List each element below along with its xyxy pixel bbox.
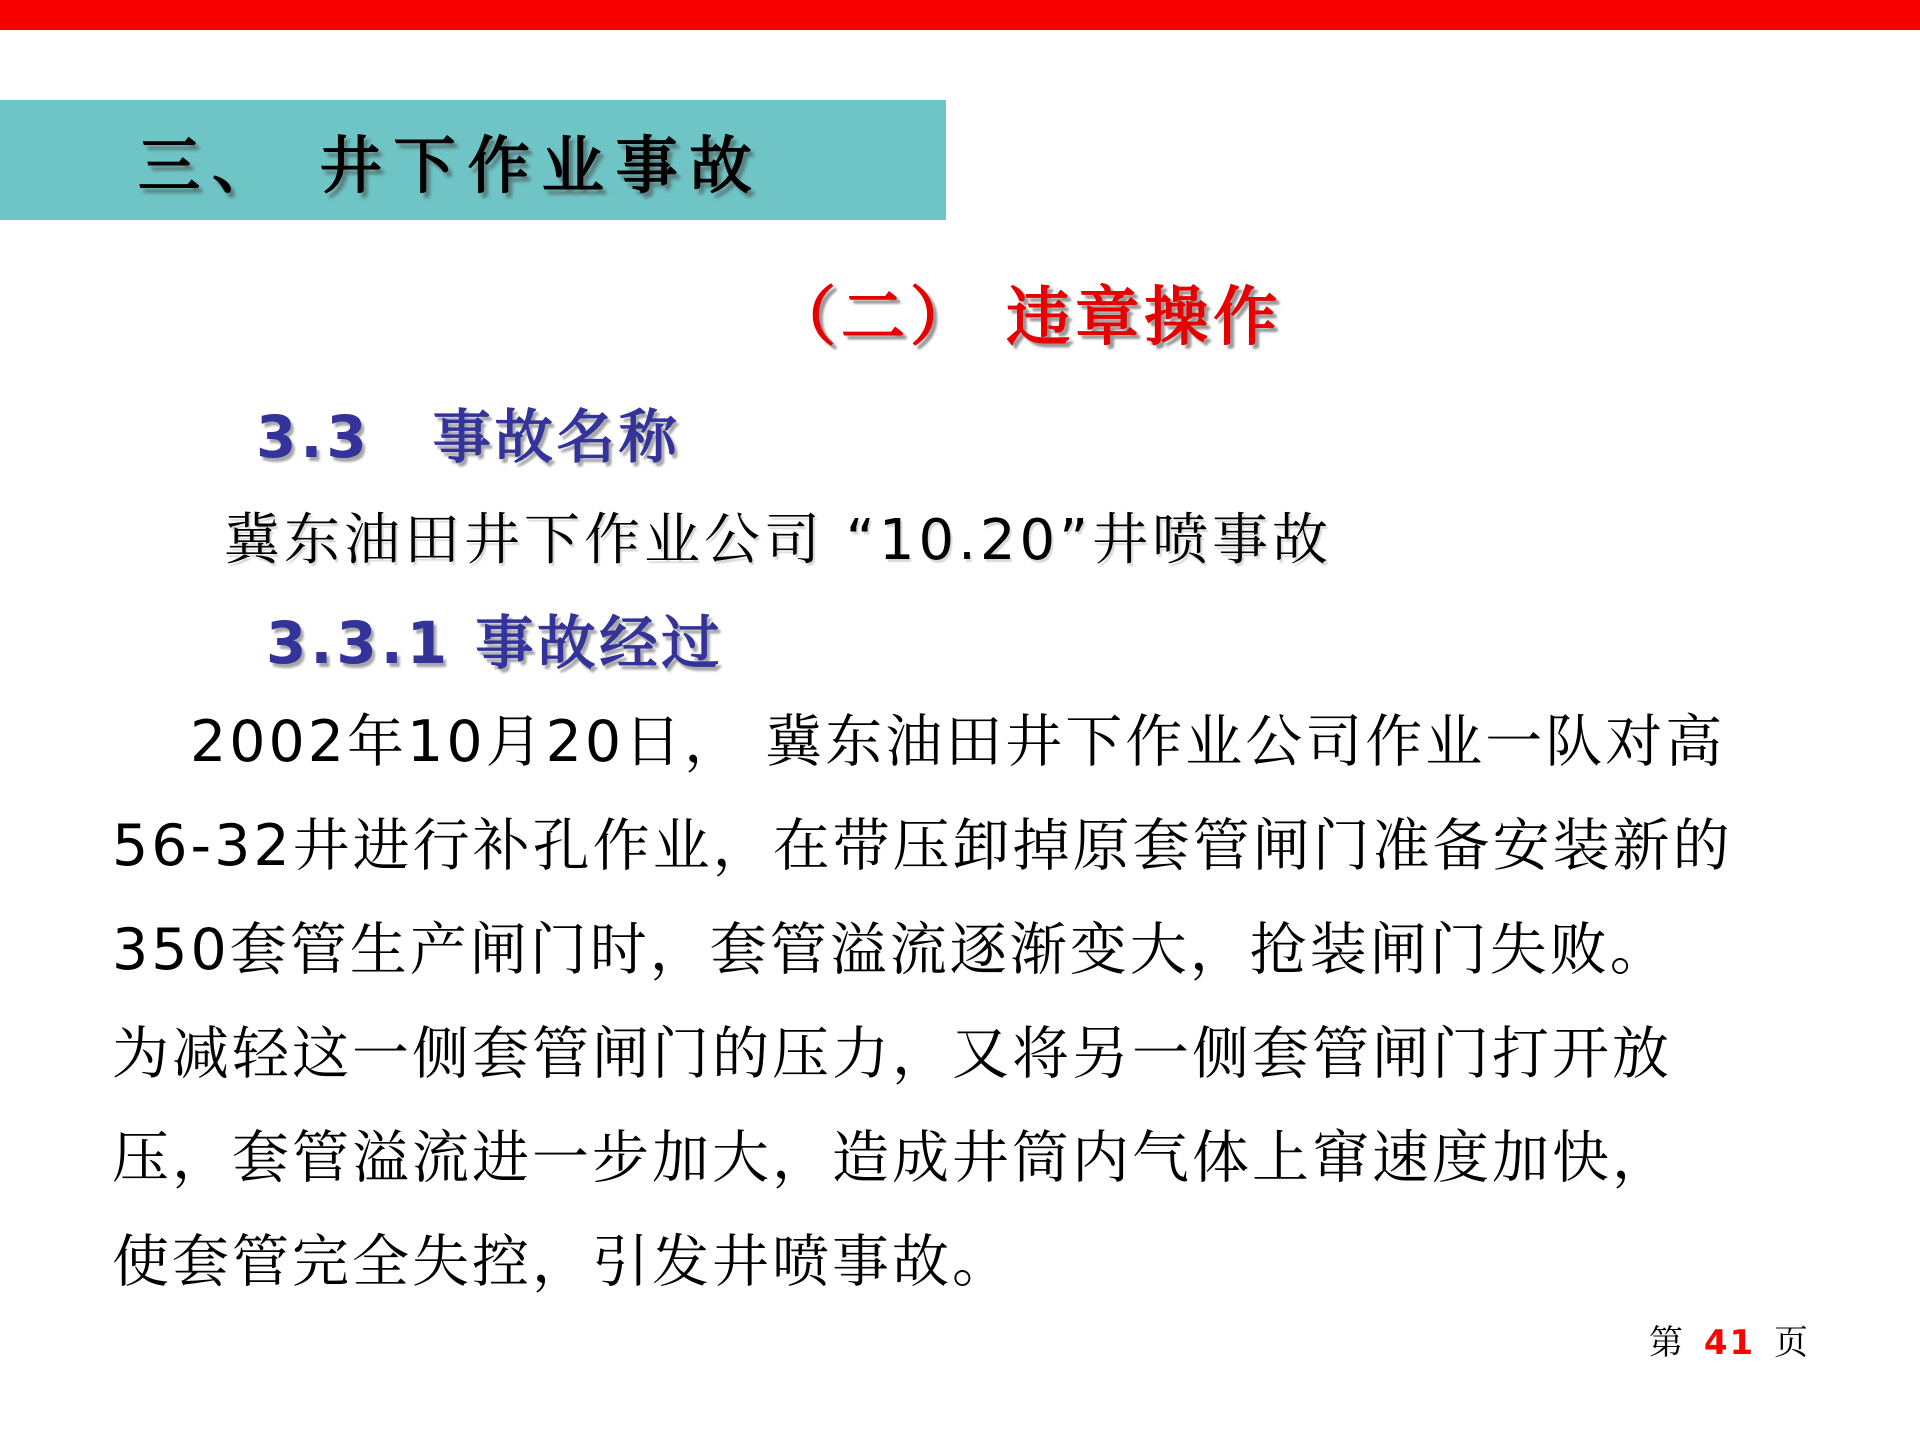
body-line: 压，套管溢流进一步加大，造成井筒内气体上窜速度加快，	[112, 1125, 1672, 1191]
section-heading: 3.3 事故名称	[256, 403, 681, 471]
page-footer	[1649, 1315, 1810, 1364]
body-line: 350套管生产闸门时，套管溢流逐渐变大，抢装闸门失败。	[112, 917, 1670, 983]
body-line: 使套管完全失控，引发井喷事故。	[112, 1229, 1012, 1295]
body-line: 56-32井进行补孔作业，在带压卸掉原套管闸门准备安装新的	[112, 813, 1733, 879]
subsection-heading: 3.3.1 事故经过	[266, 609, 724, 677]
accident-name-line: 冀东油田井下作业公司 “10.20”井喷事故	[224, 508, 1333, 573]
slide-subtitle: （二） 违章操作	[772, 281, 1283, 355]
body-paragraph	[112, 690, 1892, 1314]
page-footer-suffix: 页	[1774, 1323, 1810, 1363]
top-red-bar	[0, 0, 1920, 30]
header-title: 三、 井下作业事故	[138, 128, 764, 202]
body-line: 2002年10月20日， 冀东油田井下作业公司作业一队对高	[190, 709, 1726, 775]
page-footer-prefix: 第	[1649, 1323, 1686, 1363]
header-band	[0, 100, 946, 220]
body-line: 为减轻这一侧套管闸门的压力，又将另一侧套管闸门打开放	[112, 1021, 1672, 1087]
page-number: 41	[1703, 1323, 1756, 1363]
